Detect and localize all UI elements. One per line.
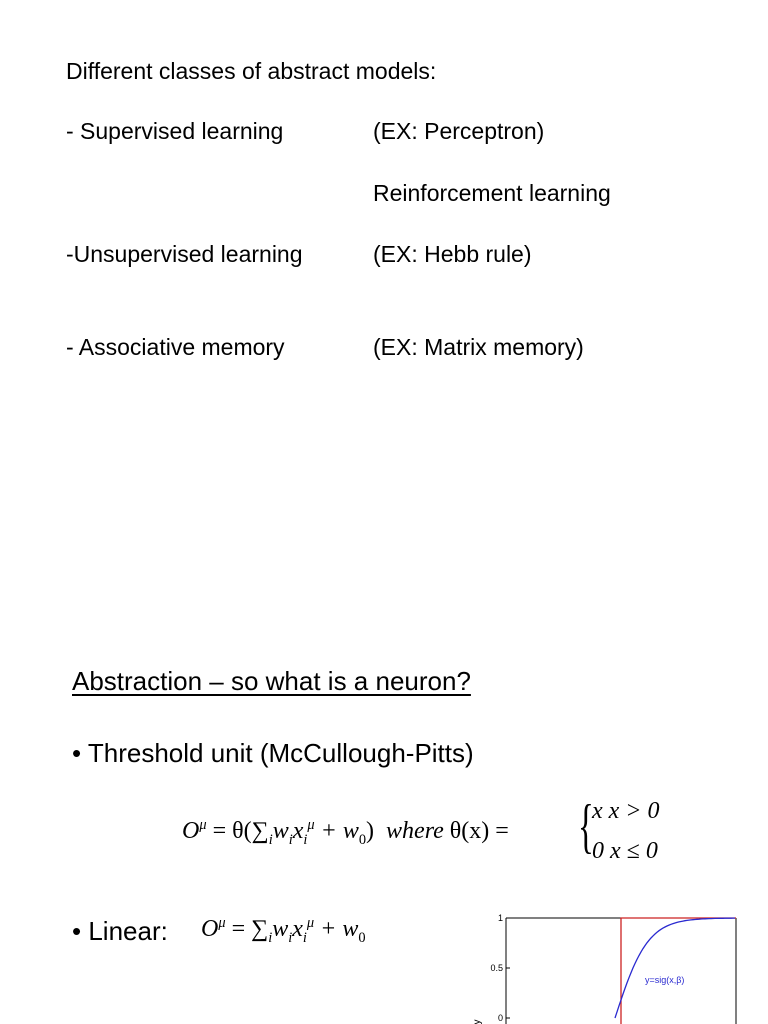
row-right-hebb: (EX: Hebb rule) <box>373 241 532 267</box>
cases-brace: { <box>578 793 594 859</box>
row-left-associative: - Associative memory <box>66 334 285 360</box>
row-right-reinforcement: Reinforcement learning <box>373 180 611 206</box>
bullet-threshold-unit: • Threshold unit (McCullough-Pitts) <box>72 738 474 768</box>
slide2-title: Abstraction – so what is a neuron? <box>72 666 471 696</box>
bullet-linear: • Linear: <box>72 916 168 946</box>
plot-step-line <box>621 918 736 1024</box>
plot-ylabel: y <box>472 1019 483 1024</box>
linear-formula: $O^\mu = \sum_iw_ix_i^\mu + w_0$ <box>201 915 366 946</box>
plot-ytick-label: 1 <box>497 913 503 923</box>
sigmoid-plot <box>470 906 768 1024</box>
case-nonpositive: 0 x ≤ 0 <box>592 838 658 864</box>
plot-ytick-label: 0.5 <box>490 963 503 973</box>
slide1-heading: Different classes of abstract models: <box>66 58 437 84</box>
plot-sigmoid-line <box>615 918 735 1018</box>
row-right-matrix: (EX: Matrix memory) <box>373 334 584 360</box>
row-left-unsupervised: -Unsupervised learning <box>66 241 303 267</box>
row-right-perceptron: (EX: Perceptron) <box>373 118 545 144</box>
plot-annotation: y=sig(x,β) <box>645 975 685 985</box>
plot-ytick-label: 0 <box>497 1013 503 1023</box>
case-positive: x x > 0 <box>592 798 660 824</box>
row-left-supervised: - Supervised learning <box>66 118 284 144</box>
threshold-formula: $O^\mu = \theta(\sum_iw_ix_i^\mu + w_0)$ where θ(x) = <box>182 817 509 848</box>
